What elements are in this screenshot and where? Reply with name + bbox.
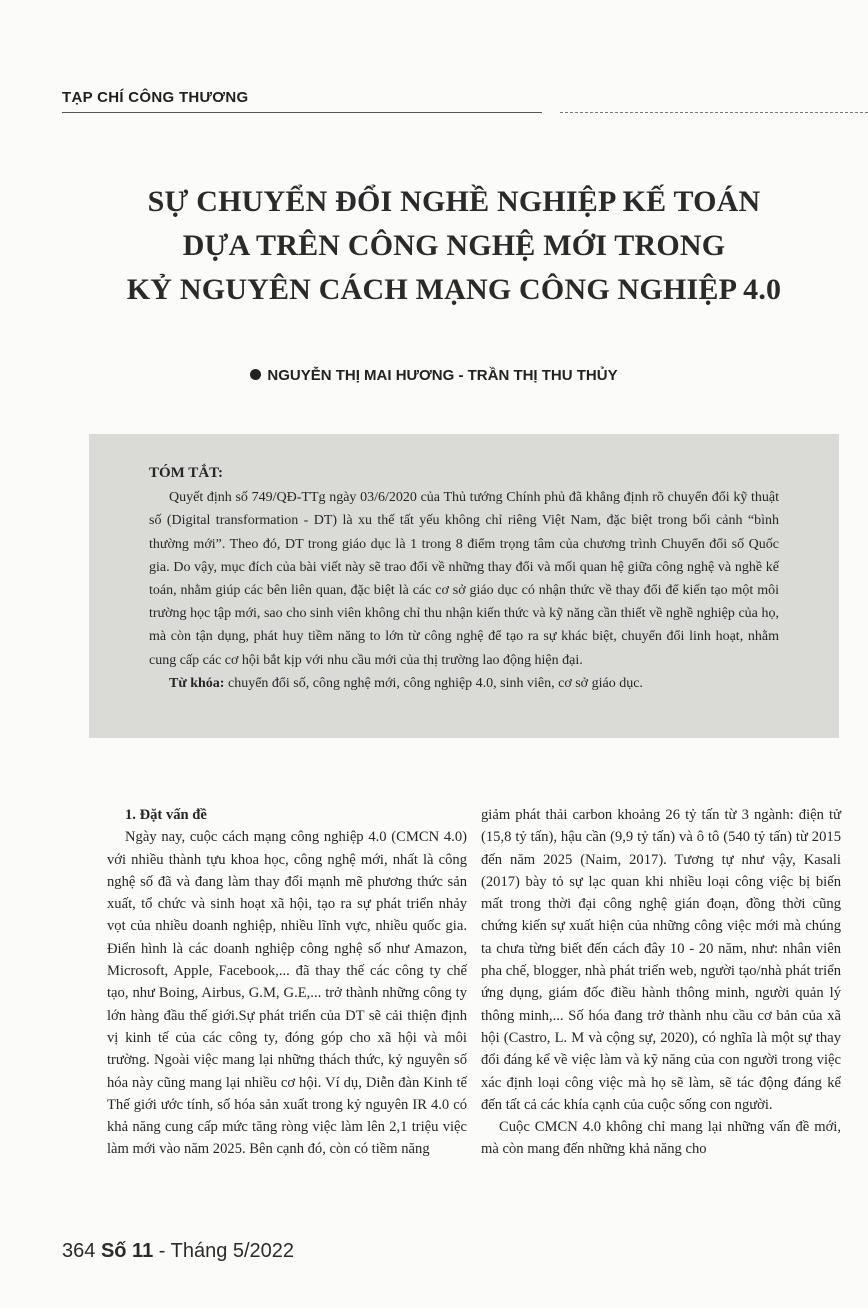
body-paragraph: giảm phát thải carbon khoảng 26 tỷ tấn từ 3 ngành: điện tử (15,8 tỷ tấn), hậu cần (9,9 tỷ tấn) và ô tô (540 tỷ tấn) từ 2015 đến năm 2025 (Naim, 2017). Tương tự như vậy, Kasali (2017) bày tỏ sự lạc quan khi nhiều loại công việc bị biến mất trong thời đại công nghệ gián đoạn, đồng thời cũng chứng kiến sự xuất hiện của những công việc mới mà chúng ta chưa từng biết đến cách đây 10 - 20 năm, như: nhân viên pha chế, blogger, nhà phát triển web, người tạo/nhà phát triển ứng dụng, giám đốc điều hành thông minh, người quản lý thông minh,... Số hóa đang trở thành nhu cầu cơ bản của xã hội (Castro, L. M và cộng sự, 2020), có nghĩa là một sự thay đổi đáng kể về việc làm và kỹ năng của con người trong việc xác định loại công việc mà họ sẽ làm, sẽ tác động đáng kể đến tất cả các khía cạnh của cuộc sống con người. — [481, 807, 841, 1113]
title-line-3: KỶ NGUYÊN CÁCH MẠNG CÔNG NGHIỆP 4.0 — [126, 273, 782, 306]
page-footer — [62, 1240, 294, 1263]
keywords-label: Từ khóa: — [169, 675, 225, 691]
title-line-1: SỰ CHUYỂN ĐỔI NGHỀ NGHIỆP KẾ TOÁN — [147, 185, 761, 218]
title-line-2: DỰA TRÊN CÔNG NGHỆ MỚI TRONG — [182, 229, 726, 262]
issue-number: Số 11 — [100, 1240, 154, 1262]
abstract-keywords — [149, 672, 779, 695]
body-paragraph: Cuộc CMCN 4.0 không chỉ mang lại những vấn đề mới, mà còn mang đến những khả năng cho — [481, 1119, 841, 1158]
abstract-box — [89, 434, 839, 738]
body-column-left — [107, 804, 467, 1161]
bullet-icon — [250, 369, 261, 380]
abstract-heading: TÓM TẮT: — [149, 465, 224, 481]
abstract-content — [149, 462, 779, 695]
issue-date: - Tháng 5/2022 — [153, 1240, 295, 1262]
header-dashed-rule — [560, 112, 868, 113]
body-paragraph: Ngày nay, cuộc cách mạng công nghiệp 4.0 (CMCN 4.0) với nhiều thành tựu khoa học, công nghệ mới, nhất là công nghệ số đã và đang làm thay đổi mạnh mẽ phương thức sản xuất, tổ chức và sinh hoạt xã hội, tạo ra sự phát triển nhảy vọt của nhiều doanh nghiệp, nhiều lĩnh vực, nhiều quốc gia. Điển hình là các doanh nghiệp công nghệ số như Amazon, Microsoft, Apple, Facebook,... đã thay thế các công ty chế tạo, như Boing, Airbus, G.M, G.E,... trở thành những công ty lớn hàng đầu thế giới.Sự phát triển của DT sẽ cải thiện định vị kinh tế của các công ty, đóng góp cho xã hội và môi trường. Ngoài việc mang lại những thách thức, kỷ nguyên số hóa này cũng mang lại nhiều cơ hội. Ví dụ, Diễn đàn Kinh tế Thế giới ước tính, số hóa sản xuất trong kỷ nguyên IR 4.0 có khả năng cung cấp mức tăng ròng việc làm lên 2,1 triệu việc làm mới vào năm 2025. Bên cạnh đó, còn có tiềm năng — [107, 829, 467, 1158]
abstract-body: Quyết định số 749/QĐ-TTg ngày 03/6/2020 của Thủ tướng Chính phủ đã khẳng định rõ chuyển đổi kỹ thuật số (Digital transformation - DT) là xu thế tất yếu không chỉ riêng Việt Nam, đặc biệt trong bối cảnh “bình thường mới”. Theo đó, DT trong giáo dục là 1 trong 8 điểm trọng tâm của chương trình Chuyển đổi số Quốc gia. Do vậy, mục đích của bài viết này sẽ trao đổi về những thay đổi và mối quan hệ giữa công nghệ và nghề kế toán, nhằm giúp các bên liên quan, đặc biệt là các cơ sở giáo dục có nhận thức về thay đổi để kiến tạo một môi trường học tập mới, sao cho sinh viên không chỉ thu nhận kiến thức và kỹ năng cần thiết về nghề nghiệp của họ, mà còn tận dụng, phát huy tiềm năng to lớn từ công nghệ để tạo ra sự khác biệt, chuyển đổi linh hoạt, nhằm cung cấp các cơ hội bắt kịp với nhu cầu mới của thị trường lao động hiện đại. — [149, 490, 779, 668]
page-number: 364 — [62, 1240, 96, 1262]
keywords-text: chuyển đổi số, công nghệ mới, công nghiệp 4.0, sinh viên, cơ sở giáo dục. — [224, 675, 643, 691]
body-column-right — [481, 804, 841, 1161]
article-title — [40, 180, 868, 312]
header-rule — [62, 112, 542, 113]
section-heading: 1. Đặt vấn đề — [125, 807, 207, 823]
journal-name: TẠP CHÍ CÔNG THƯƠNG — [62, 89, 249, 106]
authors: NGUYỄN THỊ MAI HƯƠNG - TRẦN THỊ THU THỦY — [267, 367, 618, 384]
author-line — [0, 367, 868, 384]
